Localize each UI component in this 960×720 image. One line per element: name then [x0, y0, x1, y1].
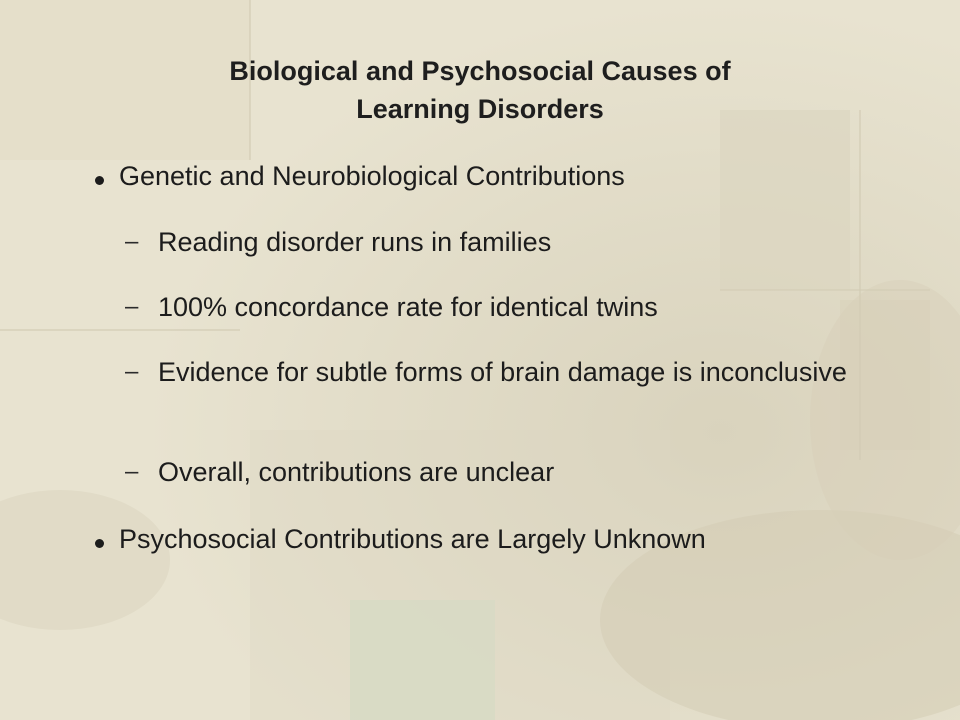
- dash-icon: –: [125, 458, 139, 485]
- bullet-text: Psychosocial Contributions are Largely Unknown: [119, 524, 706, 554]
- dash-icon: –: [125, 358, 139, 385]
- dash-icon: –: [125, 228, 139, 255]
- subbullet-brain-damage: [125, 355, 885, 389]
- subbullet-text: Overall, contributions are unclear: [158, 457, 555, 487]
- title-line-2: Learning Disorders: [356, 94, 604, 124]
- title-line-1: Biological and Psychosocial Causes of: [229, 56, 731, 86]
- subbullet-overall-unclear: [125, 455, 885, 489]
- subbullet-text: Reading disorder runs in families: [158, 227, 552, 257]
- bullet-text: Genetic and Neurobiological Contributions: [119, 161, 625, 191]
- subbullet-text: Evidence for subtle forms of brain damage is inconclusive: [158, 357, 847, 387]
- subbullet-text: 100% concordance rate for identical twins: [158, 292, 658, 322]
- bullet-dot-icon: [93, 159, 115, 193]
- subbullet-reading-disorder: [125, 225, 885, 259]
- bullet-psychosocial-contributions: [93, 522, 793, 556]
- slide-title: [100, 52, 860, 128]
- subbullet-concordance-rate: [125, 290, 885, 324]
- dash-icon: –: [125, 293, 139, 320]
- bullet-genetic-contributions: [93, 159, 873, 193]
- bullet-dot-icon: [93, 522, 115, 556]
